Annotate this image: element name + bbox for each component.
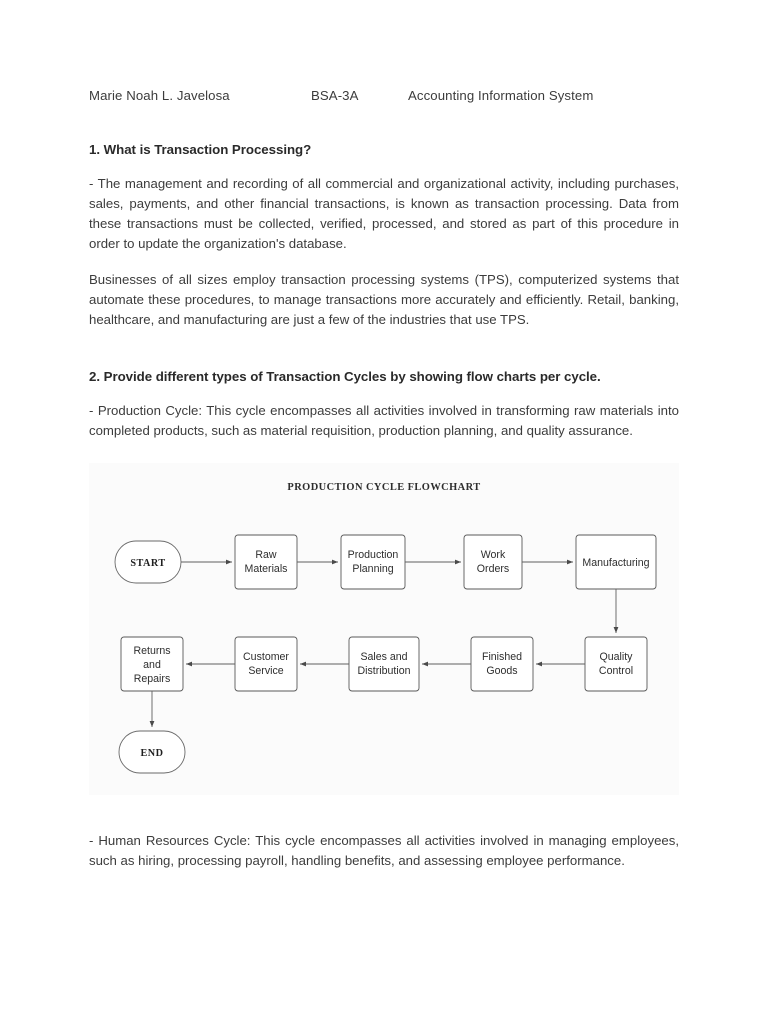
flowchart-title: PRODUCTION CYCLE FLOWCHART: [287, 482, 481, 494]
flowchart-node-raw-materials-line1: Raw: [255, 549, 277, 562]
flowchart-node-quality-control: [585, 637, 647, 691]
question-1-paragraph-2: Businesses of all sizes employ transaction processing systems (TPS), computerized systems that automate these procedures, to manage transactions more accurately and efficiently. Retail, banking, healthcare, and manufacturing are just a few of the industries that use TPS.: [89, 271, 679, 327]
flowchart-node-end-label: END: [140, 748, 164, 760]
flowchart-node-production-planning-line2: Planning: [352, 563, 394, 576]
flowchart-node-customer-service-line2: Service: [248, 665, 284, 678]
student-name: Marie Noah L. Javelosa: [89, 88, 230, 103]
flowchart-node-customer-service: [235, 637, 297, 691]
production-cycle-flowchart-figure: [89, 463, 679, 795]
document-header: [89, 88, 679, 103]
question-1-paragraph-1: - The management and recording of all commercial and organizational activity, including purchases, sales, payments, and other financial transactions, is known as transaction processing. Data from these transactions must be collected, verified, processed, and stored as part of this procedure in order to update the organization's database.: [89, 176, 679, 252]
flowchart-node-raw-materials-line2: Materials: [244, 563, 288, 576]
course-code: BSA-3A: [311, 88, 359, 103]
human-resources-cycle-paragraph: - Human Resources Cycle: This cycle encompasses all activities involved in managing employees, such as hiring, processing payroll, handling benefits, and assessing employee performance.: [89, 833, 679, 869]
flowchart-node-start: [115, 541, 181, 583]
flowchart-node-raw-materials: [235, 535, 297, 589]
flowchart-node-returns-and-repairs-line1: Returns: [133, 645, 171, 658]
flowchart-node-work-orders-line2: Orders: [476, 563, 510, 576]
question-1-heading: 1. What is Transaction Processing?: [89, 142, 312, 157]
flowchart-node-quality-control-line2: Control: [598, 665, 634, 678]
flowchart-node-manufacturing: [576, 535, 656, 589]
flowchart-node-finished-goods-line1: Finished: [481, 651, 523, 664]
subject-title: Accounting Information System: [408, 88, 594, 103]
flowchart-node-manufacturing-label: Manufacturing: [582, 557, 650, 570]
flowchart-node-sales-and-distribution-line1: Sales and: [360, 651, 408, 664]
flowchart-node-returns-and-repairs-line2: and: [143, 659, 161, 672]
flowchart-node-production-planning: [341, 535, 405, 589]
flowchart-node-returns-and-repairs: [121, 637, 183, 691]
flowchart-node-customer-service-line1: Customer: [243, 651, 289, 664]
question-2-paragraph-1: - Production Cycle: This cycle encompasses all activities involved in transforming raw materials into completed products, such as material requisition, production planning, and quality assurance.: [89, 403, 679, 439]
flowchart-node-sales-and-distribution-line2: Distribution: [357, 665, 411, 678]
flowchart-diagram: [89, 463, 679, 795]
flowchart-node-finished-goods-line2: Goods: [486, 665, 518, 678]
document-content: [89, 88, 679, 871]
flowchart-node-sales-and-distribution: [349, 637, 419, 691]
flowchart-node-work-orders-line1: Work: [480, 549, 506, 562]
flowchart-node-end: [119, 731, 185, 773]
flowchart-node-start-label: START: [130, 558, 166, 570]
flowchart-node-quality-control-line1: Quality: [599, 651, 633, 664]
flowchart-node-finished-goods: [471, 637, 533, 691]
flowchart-node-returns-and-repairs-line3: Repairs: [133, 673, 171, 686]
question-2-heading: 2. Provide different types of Transaction Cycles by showing flow charts per cycle.: [89, 368, 601, 384]
flowchart-node-work-orders: [464, 535, 522, 589]
flowchart-node-production-planning-line1: Production: [347, 549, 399, 562]
